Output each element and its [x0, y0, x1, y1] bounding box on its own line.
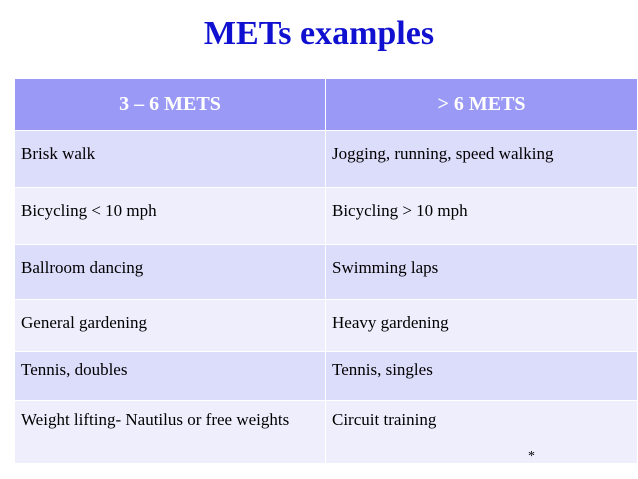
vigorous-activity-cell: Tennis, singles — [326, 352, 638, 401]
table-row — [15, 245, 638, 300]
moderate-activity-cell: Tennis, doubles — [15, 352, 326, 401]
moderate-activity-cell: Ballroom dancing — [15, 245, 326, 300]
table-row — [15, 300, 638, 352]
table-row — [15, 188, 638, 245]
footnote-mark: * — [528, 449, 535, 464]
table-row — [15, 352, 638, 401]
vigorous-activity-cell: Heavy gardening — [326, 300, 638, 352]
vigorous-activity-cell: Jogging, running, speed walking — [326, 131, 638, 188]
vigorous-activity-cell: Bicycling > 10 mph — [326, 188, 638, 245]
table-row — [15, 401, 638, 464]
mets-table — [14, 78, 638, 464]
vigorous-activity-cell: Circuit training — [326, 401, 638, 464]
table-row — [15, 131, 638, 188]
header-moderate-mets: 3 – 6 METS — [15, 79, 326, 131]
moderate-activity-cell: Weight lifting- Nautilus or free weights — [15, 401, 326, 464]
moderate-activity-cell: General gardening — [15, 300, 326, 352]
table-header-row — [15, 79, 638, 131]
moderate-activity-cell: Brisk walk — [15, 131, 326, 188]
vigorous-activity-cell: Swimming laps — [326, 245, 638, 300]
moderate-activity-cell: Bicycling < 10 mph — [15, 188, 326, 245]
header-vigorous-mets: > 6 METS — [326, 79, 638, 131]
page-title: METs examples — [203, 15, 435, 52]
